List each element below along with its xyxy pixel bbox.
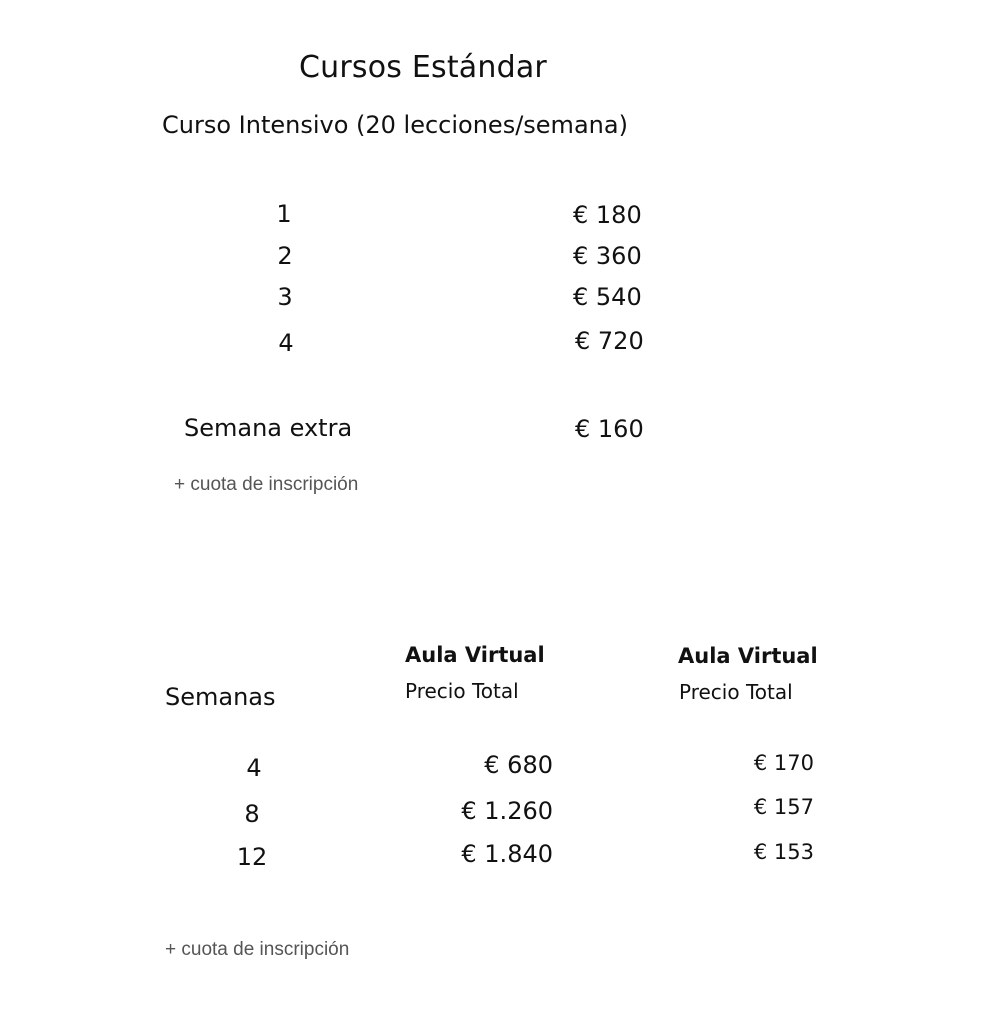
column-subtitle-total: Precio Total [405, 679, 519, 703]
price-cell: € 540 [573, 283, 642, 311]
weeks-cell: 2 [277, 242, 293, 270]
column-title-total: Aula Virtual [405, 643, 545, 667]
registration-fee-note: + cuota de inscripción [174, 474, 359, 495]
extra-week-price: € 160 [575, 415, 644, 443]
total-price-cell: € 680 [484, 751, 553, 779]
weeks-cell: 4 [278, 329, 294, 357]
total-price-cell: € 1.840 [461, 840, 553, 868]
intensive-course-heading: Curso Intensivo (20 lecciones/semana) [162, 111, 628, 139]
weeks-cell: 4 [246, 754, 262, 782]
registration-fee-note: + cuota de inscripción [165, 939, 350, 960]
total-price-cell: € 1.260 [461, 797, 553, 825]
weeks-cell: 1 [276, 200, 292, 228]
weeks-cell: 3 [277, 283, 293, 311]
price-cell: € 180 [573, 201, 642, 229]
column-title-weekly: Aula Virtual [678, 644, 818, 668]
weeks-cell: 12 [236, 843, 268, 871]
column-subtitle-weekly: Precio Total [679, 680, 793, 704]
extra-week-label: Semana extra [184, 414, 353, 442]
weekly-price-cell: € 170 [753, 751, 814, 775]
weeks-column-header: Semanas [165, 683, 276, 711]
weeks-cell: 8 [244, 800, 260, 828]
price-cell: € 360 [573, 242, 642, 270]
price-cell: € 720 [575, 327, 644, 355]
page-title: Cursos Estándar [299, 50, 547, 85]
weekly-price-cell: € 153 [753, 840, 814, 864]
weekly-price-cell: € 157 [753, 795, 814, 819]
